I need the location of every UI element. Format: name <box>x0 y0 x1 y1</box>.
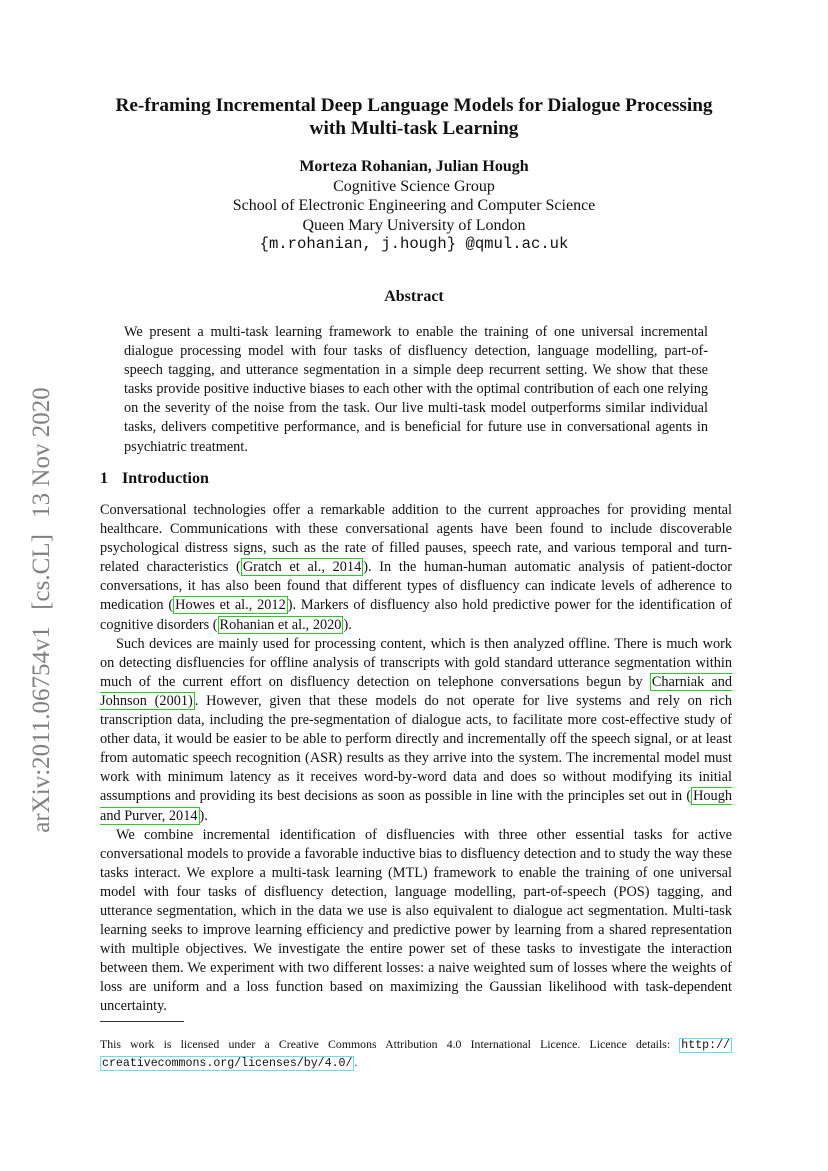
author-names: Morteza Rohanian, Julian Hough <box>299 158 529 175</box>
text-run: Conversational technologies offer a remarkable addition to the current approaches for providing mental healthcare. Communications with these conversational agents have been found to include discoverable psychological distress signs, such as the rate of filled pauses, speech rate, and various temporal and turn-related characteristics ( <box>100 502 732 576</box>
citation-link[interactable]: Hough and Purver, 2014 <box>100 788 732 824</box>
text-run: ). Markers of disfluency also hold predictive power for the identification of cognitive disorders ( <box>100 597 733 633</box>
paragraph-3: We combine incremental identification of disfluencies with three other essential tasks for active conversational models to provide a favorable inductive bias to disfluency detection and to study the way these tasks interact. We explore a multi-task learning (MTL) framework to enable the training of one universal model with four tasks of disfluency detection, language modelling, part-of-speech (POS) tagging, and utterance segmentation, which in the data we use is also equivalent to dialogue act segmentation. Multi-task learning seeks to improve learning efficiency and predictive power by learning from a shared representation with multiple objectives. We investigate the entire power set of these tasks to investigate the interaction between them. We experiment with two different losses: a naive weighted sum of losses where the weights of loss are uniform and a loss function based on maximizing the Gaussian likelihood with task-dependent uncertainty. <box>100 826 732 1015</box>
footnote-rule <box>100 1021 184 1022</box>
paragraph-2 <box>100 635 732 826</box>
author-school: School of Electronic Engineering and Computer Science <box>232 197 596 215</box>
arxiv-category: [cs.CL] <box>28 534 55 610</box>
citation-link[interactable]: Rohanian et al., 2020 <box>219 616 342 633</box>
section-title: Introduction <box>122 470 209 487</box>
license-url-link[interactable]: creativecommons.org/licenses/by/4.0/ <box>102 1057 353 1070</box>
text-run: ). <box>343 616 352 633</box>
arxiv-date: 13 Nov 2020 <box>28 387 55 518</box>
text-run: ). <box>199 807 208 824</box>
introduction-body <box>100 501 732 1017</box>
title-line-1: Re-framing Incremental Deep Language Models for Dialogue Processing <box>115 95 713 116</box>
footnote-text: This work is licensed under a Creative Commons Attribution 4.0 International Licence. Licence details: <box>100 1037 680 1051</box>
text-run: . However, given that these models do not operate for live systems and rely on rich transcription data, including the pre-segmentation of dialogue acts, to facilitate more cost-effective study of other data, it would be easier to be able to perform directly and incrementally off the speech signal, or at least from automatic speech recognition (ASR) results as they arrive into the system. The incremental model must work with minimum latency as it receives word-by-word data and does so without modifying its initial assumptions and providing its best decisions as soon as possible in line with the principles set out in ( <box>100 692 732 805</box>
abstract-text: We present a multi-task learning framework to enable the training of one universal incremental dialogue processing model with four tasks of disfluency detection, language modelling, part-of-speech tagging, and utterance segmentation in a simple deep recurrent setting. We show that these tasks provide positive inductive biases to each other with the optimal contribution of each one relying on the severity of the noise from the task. Our live multi-task model outperforms similar individual tasks, delivers competitive performance, and is beneficial for future use in conversational agents in psychiatric treatment. <box>124 324 708 455</box>
license-url-link[interactable]: http:// <box>681 1039 730 1052</box>
text-run: ). In the human-human automatic analysis of patient-doctor conversations, it has also been found that different types of disfluency can indicate levels of adherence to medication ( <box>100 559 732 614</box>
arxiv-sidebar-stamp <box>28 382 56 837</box>
author-university: Queen Mary University of London <box>302 216 526 234</box>
arxiv-id: arXiv:2011.06754v1 <box>28 626 55 833</box>
author-email: {m.rohanian, j.hough} @qmul.ac.uk <box>259 235 569 254</box>
citation-link[interactable]: Howes et al., 2012 <box>175 597 286 614</box>
footnote-end: . <box>354 1055 358 1069</box>
license-footnote <box>100 1036 732 1072</box>
section-heading-introduction <box>100 470 209 488</box>
abstract-heading: Abstract <box>384 288 444 305</box>
paragraph-1 <box>100 501 732 635</box>
author-group: Cognitive Science Group <box>333 177 495 195</box>
paper-title <box>0 94 828 140</box>
author-block <box>0 157 828 255</box>
section-number: 1 <box>100 470 108 487</box>
text-run: Such devices are mainly used for processing content, which is then analyzed offline. There is much work on detecting disfluencies for offline analysis of transcripts with gold standard utterance segmentation within much of the current effort on disfluency detection on telephone conversations begun by <box>100 635 732 690</box>
title-line-2: with Multi-task Learning <box>309 118 519 139</box>
citation-link[interactable]: Gratch et al., 2014 <box>242 559 362 576</box>
citation-link[interactable]: Charniak and Johnson (2001) <box>100 673 733 709</box>
